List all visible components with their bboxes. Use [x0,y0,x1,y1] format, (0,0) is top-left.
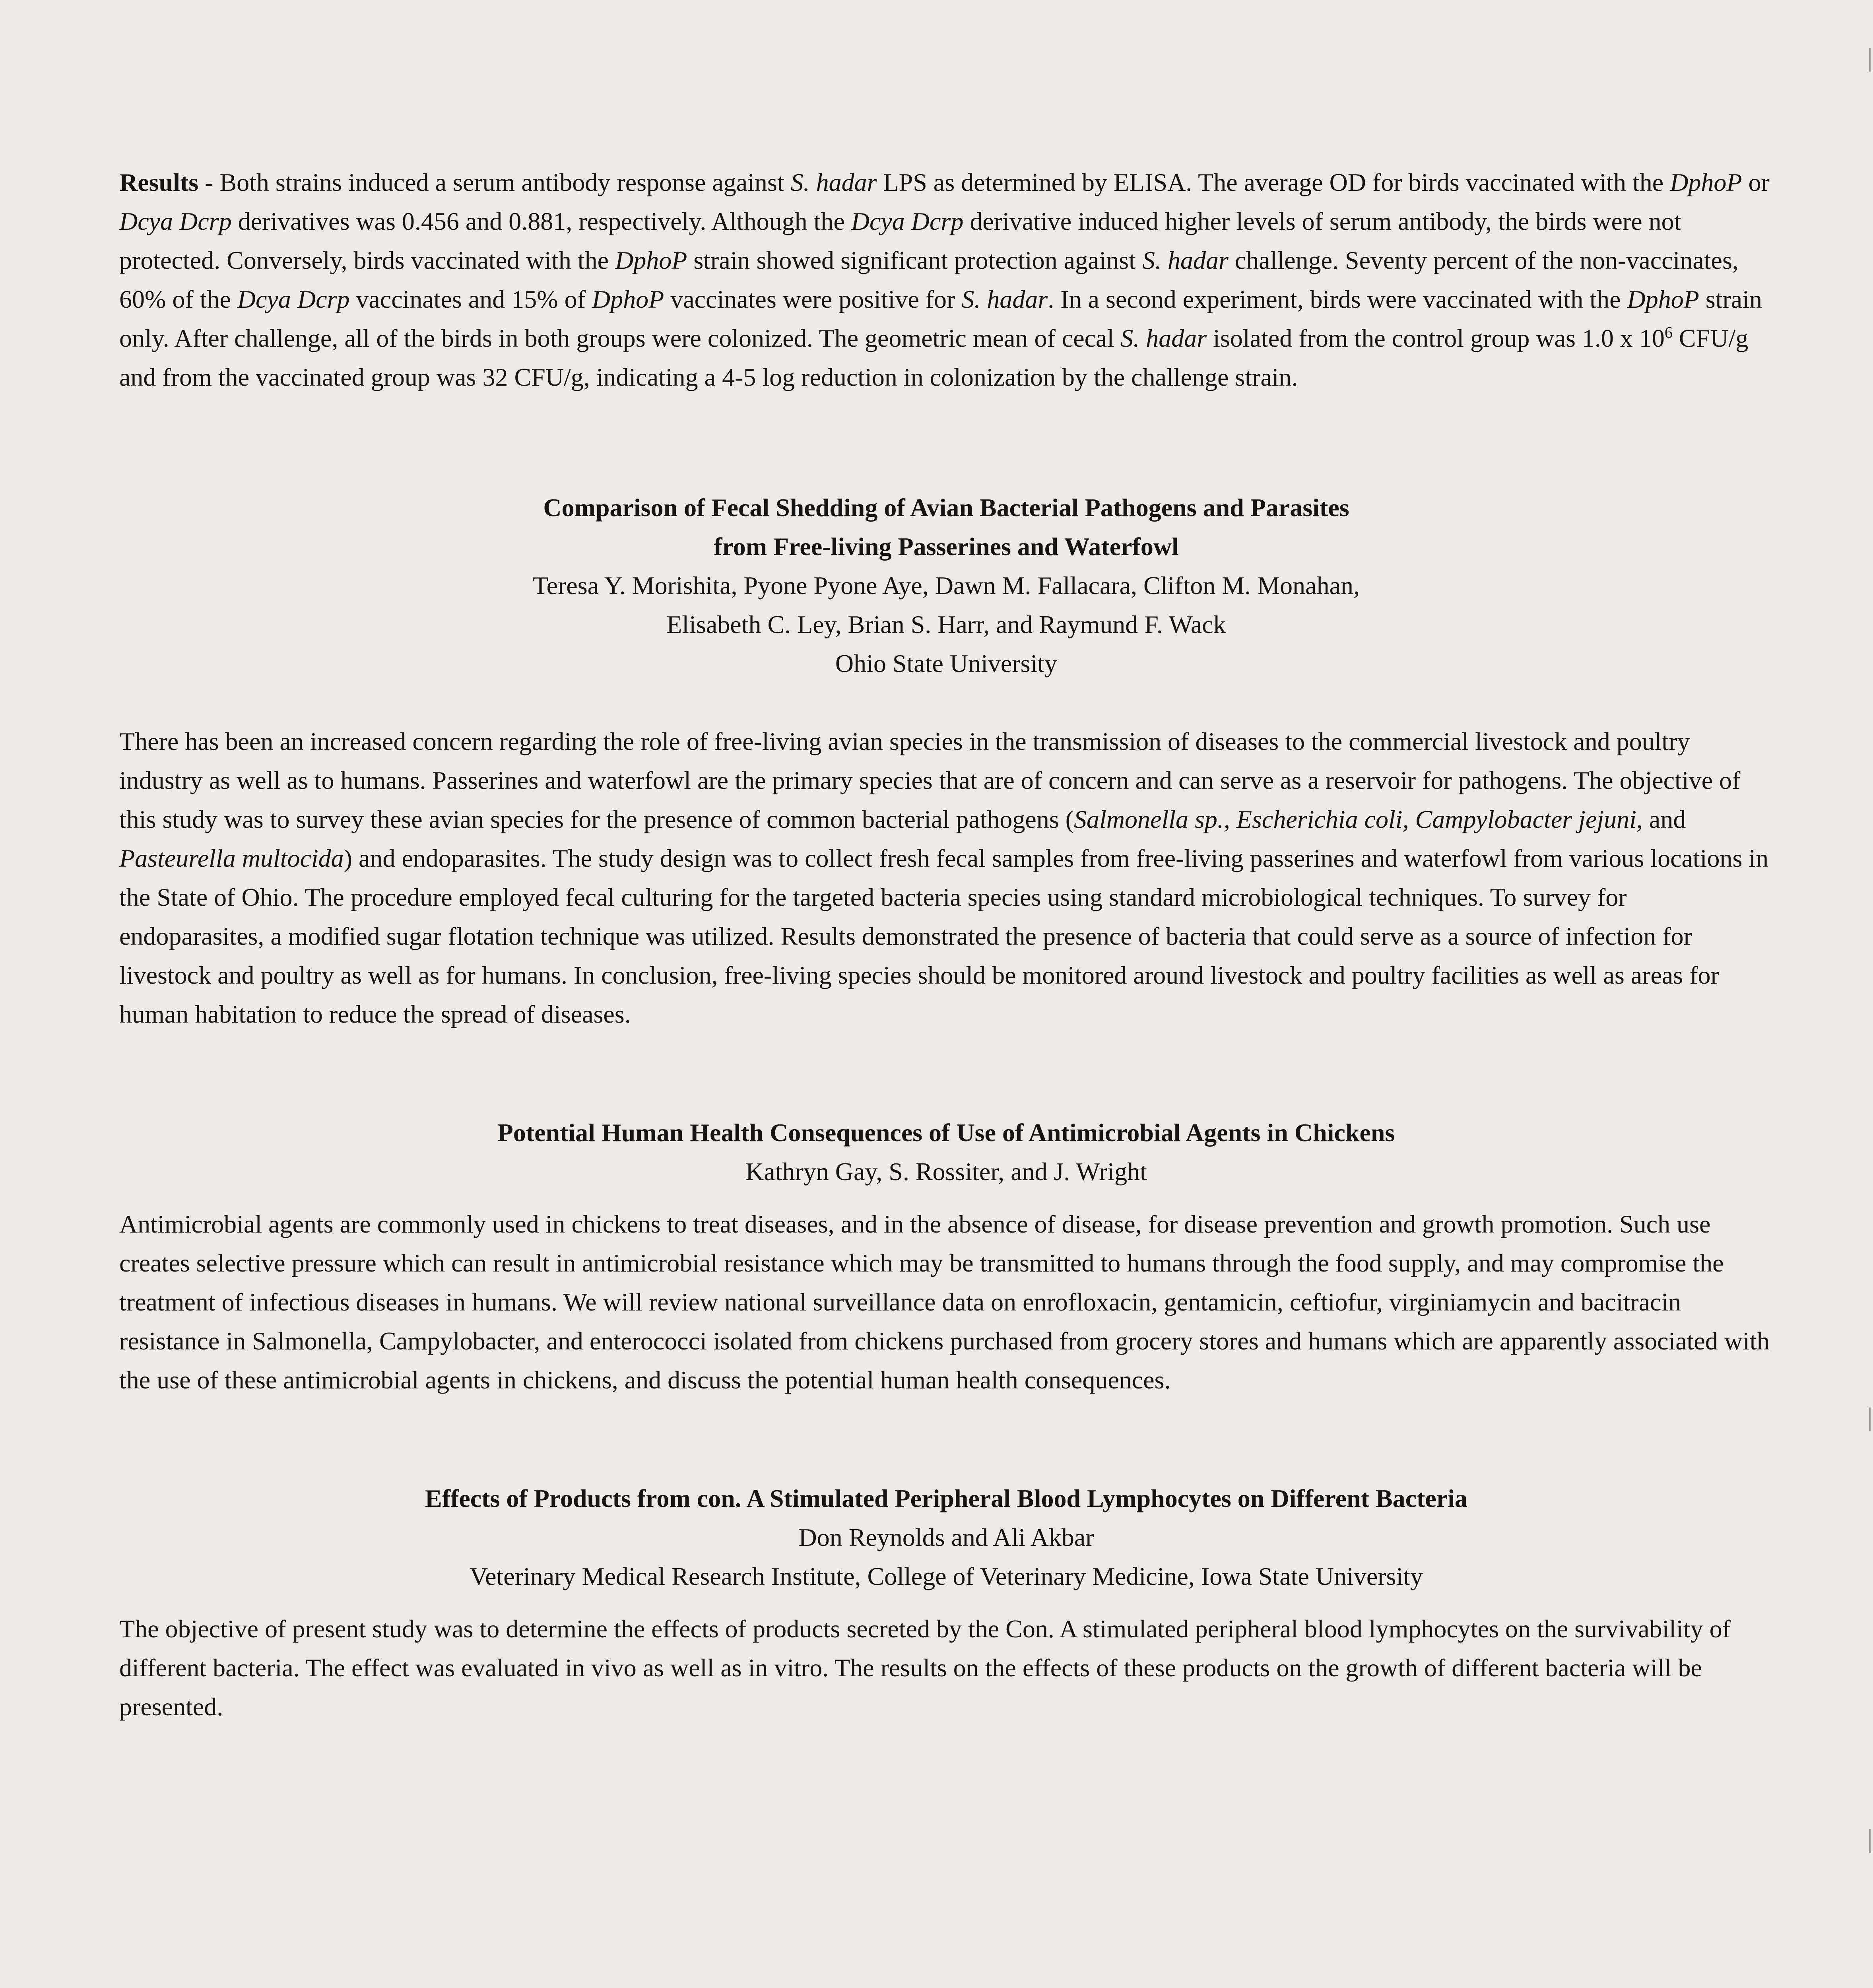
species-name: Pasteurella multocida [119,844,344,872]
gene-name: Dcya Dcrp [237,285,350,313]
text-run: challenge. Seventy percent of the non-vaccinates, 60% of the [119,246,1739,313]
text-run: isolated from the control group was 1.0 x 10 [1207,324,1665,352]
scan-edge-mark [1869,1829,1871,1853]
affiliation: Veterinary Medical Research Institute, College of Veterinary Medicine, Iowa State University [469,1562,1423,1590]
gene-name: DphoP [1627,285,1699,313]
page-content [119,163,1773,1726]
results-paragraph [119,163,1773,397]
text-run: and [1642,805,1686,833]
species-name: S. hadar [1120,324,1207,352]
gene-name: Dcya Dcrp [119,207,232,235]
text-run: or [1742,168,1770,196]
affiliation: Ohio State University [835,649,1058,678]
text-run: vaccinates and 15% of [349,285,592,313]
text-run: strain showed significant protection against [687,246,1142,274]
text-run: CFU/g and from the vaccinated group was 32 CFU/g, indicating a 4-5 log reduction in colonization by the challenge strain. [119,324,1749,391]
section-fecal-shedding [119,488,1773,1034]
text-run: LPS as determined by ELISA. The average OD for birds vaccinated with the [877,168,1670,196]
abstract-paragraph: Antimicrobial agents are commonly used in chickens to treat diseases, and in the absence of disease, for disease prevention and growth promotion. Such use creates selective pressure which can result in antimicrobial resistance which may be transmitted to humans through the food supply, and may compromise the treatment of infectious diseases in humans. We will review national surveillance data on enrofloxacin, gentamicin, ceftiofur, virginiamycin and bacitracin resistance in Salmonella, Campylobacter, and enterococci isolated from chickens purchased from grocery stores and humans which are apparently associated with the use of these antimicrobial agents in chickens, and discuss the potential human health consequences. [119,1210,1770,1394]
gene-name: DphoP [1670,168,1742,196]
species-name: S. hadar [1142,246,1229,274]
section-title: from Free-living Passerines and Waterfowl [714,532,1179,561]
text-run: derivatives was 0.456 and 0.881, respectively. Although the [231,207,851,235]
text-run: vaccinates were positive for [664,285,962,313]
gene-name: DphoP [615,246,687,274]
scan-edge-mark [1869,48,1871,72]
scan-edge-mark [1869,1408,1871,1431]
exponent: 6 [1664,323,1673,342]
results-lead: Results - [119,168,214,196]
section-title: Comparison of Fecal Shedding of Avian Bacterial Pathogens and Parasites [543,493,1349,522]
section-antimicrobial [119,1113,1773,1400]
text-run: derivative induced higher levels of serum antibody, the birds were not protected. Conversely, birds vaccinated with the [119,207,1681,274]
text-run: Both strains induced a serum antibody response against [213,168,791,196]
abstract-paragraph: The objective of present study was to determine the effects of products secreted by the Con. A stimulated peripheral blood lymphocytes on the survivability of different bacteria. The effect was evaluated in vivo as well as in vitro. The results on the effects of these products on the growth of different bacteria will be presented. [119,1615,1731,1721]
authors: Teresa Y. Morishita, Pyone Pyone Aye, Dawn M. Fallacara, Clifton M. Monahan, [533,571,1360,600]
text-run: . In a second experiment, birds were vaccinated with the [1048,285,1627,313]
authors: Kathryn Gay, S. Rossiter, and J. Wright [745,1157,1147,1186]
authors: Don Reynolds and Ali Akbar [798,1523,1094,1551]
gene-name: Dcya Dcrp [851,207,964,235]
species-name: S. hadar [961,285,1048,313]
section-lymphocytes [119,1479,1773,1726]
text-run: There has been an increased concern regarding the role of free-living avian species in the transmission of diseases to the commercial livestock and poultry industry as well as to humans. Passerines and waterfowl are the primary species that are of concern and can serve as a reservoir for pathogens. The objective of this study was to survey these avian species for the presence of common bacterial pathogens ( [119,727,1741,833]
text-run: strain only. After challenge, all of the birds in both groups were colonized. The geometric mean of cecal [119,285,1762,352]
section-title: Potential Human Health Consequences of Use of Antimicrobial Agents in Chickens [497,1118,1395,1147]
species-name: S. hadar [790,168,877,196]
authors: Elisabeth C. Ley, Brian S. Harr, and Raymund F. Wack [666,610,1226,639]
species-list: Salmonella sp., Escherichia coli, Campylobacter jejuni, [1074,805,1643,833]
text-run: ) and endoparasites. The study design was to collect fresh fecal samples from free-living passerines and waterfowl from various locations in the State of Ohio. The procedure employed fecal culturing for the targeted bacteria species using standard microbiological techniques. To survey for endoparasites, a modified sugar flotation technique was utilized. Results demonstrated the presence of bacteria that could serve as a source of infection for livestock and poultry as well as for humans. In conclusion, free-living species should be monitored around livestock and poultry facilities as well as areas for human habitation to reduce the spread of diseases. [119,844,1769,1028]
abstract-paragraph [119,722,1773,1034]
section-title: Effects of Products from con. A Stimulated Peripheral Blood Lymphocytes on Different Bacteria [425,1484,1467,1512]
gene-name: DphoP [592,285,664,313]
